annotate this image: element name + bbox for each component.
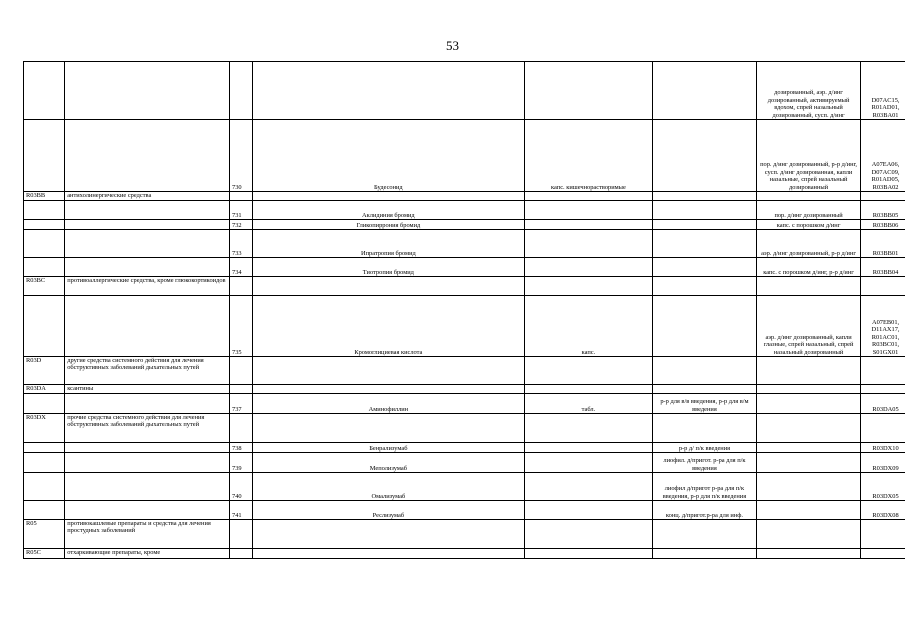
- group-name-cell: [65, 220, 230, 230]
- dosage-form-oral-cell: [524, 453, 652, 473]
- atc-codes-cell: [861, 357, 905, 385]
- atc-group-code-cell: [24, 192, 65, 201]
- atc-group-code: R03DA: [26, 385, 46, 392]
- group-name: прочие средства системного действия для лечения обструктивных заболеваний дыхательных путей: [67, 414, 205, 429]
- group-name-cell: [65, 520, 230, 549]
- dosage-form-oral-cell: [524, 296, 652, 357]
- dosage-form-other-cell: [757, 394, 861, 414]
- group-name: противоаллергические средства, кроме глюкокортикоидов: [67, 277, 226, 284]
- group-name-cell: [65, 394, 230, 414]
- dosage-form-oral-cell: [524, 230, 652, 258]
- atc-codes-cell: [861, 501, 905, 520]
- group-name-cell: [65, 296, 230, 357]
- drug-name-cell: [252, 220, 524, 230]
- table-row: [24, 230, 905, 258]
- atc-group-code-cell: [24, 414, 65, 443]
- row-number: 740: [232, 492, 242, 500]
- row-number: 732: [232, 221, 242, 229]
- dosage-form-other-cell: [757, 230, 861, 258]
- group-name-cell: [65, 258, 230, 277]
- drug-name: Омализумаб: [371, 492, 406, 500]
- dosage-form-oral-cell: [524, 443, 652, 453]
- dosage-form-injection-cell: [652, 120, 756, 192]
- atc-group-code-cell: [24, 501, 65, 520]
- atc-codes-cell: [861, 120, 905, 192]
- atc-codes: R03BB04: [872, 268, 899, 276]
- atc-codes-cell: [861, 394, 905, 414]
- atc-codes: R03BB06: [872, 221, 899, 229]
- row-number: 741: [232, 511, 242, 519]
- group-name-cell: [65, 277, 230, 296]
- dosage-form-injection-cell: [652, 357, 756, 385]
- atc-codes-cell: [861, 230, 905, 258]
- atc-codes-cell: [861, 277, 905, 296]
- row-number-cell: [230, 394, 253, 414]
- atc-codes: A07EA06, D07AC09, R01AD05, R03BA02: [871, 161, 900, 191]
- atc-group-code: R03D: [26, 357, 42, 364]
- row-number-cell: [230, 443, 253, 453]
- table-row: [24, 62, 905, 120]
- dosage-form-oral-cell: [524, 385, 652, 394]
- dosage-form-other-cell: [757, 549, 861, 559]
- table-row: [24, 473, 905, 501]
- dosage-form-other-cell: [757, 357, 861, 385]
- table-row: [24, 258, 905, 277]
- dosage-form-other: аэр. д/инг дозированный, р-р д/инг: [761, 249, 857, 257]
- drug-name: Будесонид: [374, 183, 403, 191]
- row-number: 739: [232, 464, 242, 472]
- row-number: 733: [232, 249, 242, 257]
- dosage-form-oral-cell: [524, 192, 652, 201]
- dosage-form-injection: лиофил д/пригот р-ра для п/к введения, р-р для п/к введения: [662, 485, 747, 500]
- atc-group-code-cell: [24, 385, 65, 394]
- page-number: 53: [446, 38, 459, 53]
- dosage-form-oral-cell: [524, 62, 652, 120]
- dosage-form-other-cell: [757, 120, 861, 192]
- dosage-form-injection: лиофил. д/пригот. р-ра для п/к введения: [663, 457, 746, 472]
- dosage-form-injection-cell: [652, 520, 756, 549]
- dosage-form-injection-cell: [652, 230, 756, 258]
- dosage-form-oral-cell: [524, 473, 652, 501]
- group-name-cell: [65, 357, 230, 385]
- table-row: [24, 277, 905, 296]
- drug-name-cell: [252, 394, 524, 414]
- drug-name-cell: [252, 120, 524, 192]
- atc-codes: R03DX08: [872, 511, 899, 519]
- dosage-form-injection-cell: [652, 453, 756, 473]
- dosage-form-injection-cell: [652, 258, 756, 277]
- dosage-form-other-cell: [757, 385, 861, 394]
- drug-name: Меполизумаб: [369, 464, 407, 472]
- dosage-form-other-cell: [757, 520, 861, 549]
- atc-group-code-cell: [24, 357, 65, 385]
- atc-codes: D07AC15, R01AD01, R03BA01: [871, 96, 900, 119]
- row-number-cell: [230, 296, 253, 357]
- table-row: [24, 443, 905, 453]
- atc-group-code-cell: [24, 443, 65, 453]
- group-name: ксантины: [67, 385, 94, 392]
- group-name-cell: [65, 230, 230, 258]
- atc-group-code: R03BC: [26, 277, 46, 284]
- drug-name-cell: [252, 385, 524, 394]
- dosage-form-other-cell: [757, 62, 861, 120]
- table-row: [24, 501, 905, 520]
- drug-name-cell: [252, 192, 524, 201]
- atc-codes-cell: [861, 520, 905, 549]
- dosage-form-oral-cell: [524, 277, 652, 296]
- atc-group-code-cell: [24, 277, 65, 296]
- group-name-cell: [65, 62, 230, 120]
- dosage-form-other: пор. д/инг дозированный: [774, 211, 843, 219]
- dosage-form-oral-cell: [524, 357, 652, 385]
- group-name-cell: [65, 201, 230, 220]
- dosage-form-other: капс. с порошком д/инг: [776, 221, 841, 229]
- row-number-cell: [230, 453, 253, 473]
- drug-name: Бенрализумаб: [369, 444, 408, 452]
- atc-codes-cell: [861, 201, 905, 220]
- dosage-form-oral-cell: [524, 520, 652, 549]
- atc-group-code: R03DX: [26, 414, 46, 421]
- drug-name-cell: [252, 357, 524, 385]
- dosage-form-oral: капс. кишечнорастворимые: [551, 183, 626, 191]
- group-name: противокашлевые препараты и средства для лечения простудных заболеваний: [67, 520, 211, 535]
- row-number-cell: [230, 473, 253, 501]
- table-row: [24, 201, 905, 220]
- drug-name-cell: [252, 230, 524, 258]
- row-number-cell: [230, 414, 253, 443]
- atc-codes: R03BB01: [872, 249, 899, 257]
- table-row: [24, 549, 905, 559]
- atc-codes: R03BB05: [872, 211, 899, 219]
- atc-codes: R03DX10: [872, 444, 899, 452]
- dosage-form-injection-cell: [652, 201, 756, 220]
- row-number-cell: [230, 277, 253, 296]
- atc-group-code: R05C: [26, 549, 41, 556]
- atc-codes-cell: [861, 443, 905, 453]
- dosage-form-other-cell: [757, 258, 861, 277]
- atc-group-code-cell: [24, 394, 65, 414]
- dosage-form-oral: табл.: [581, 405, 596, 413]
- dosage-form-other-cell: [757, 201, 861, 220]
- dosage-form-injection-cell: [652, 414, 756, 443]
- dosage-form-oral-cell: [524, 220, 652, 230]
- dosage-form-oral-cell: [524, 201, 652, 220]
- row-number: 735: [232, 348, 242, 356]
- group-name: антихолинергические средства: [67, 192, 152, 199]
- drug-name: Аминофиллин: [368, 405, 409, 413]
- drug-name-cell: [252, 414, 524, 443]
- atc-codes-cell: [861, 453, 905, 473]
- dosage-form-other-cell: [757, 277, 861, 296]
- atc-group-code-cell: [24, 220, 65, 230]
- dosage-form-injection-cell: [652, 62, 756, 120]
- group-name-cell: [65, 549, 230, 559]
- atc-codes-cell: [861, 258, 905, 277]
- atc-codes-cell: [861, 220, 905, 230]
- group-name-cell: [65, 192, 230, 201]
- table-row: [24, 414, 905, 443]
- table-row: [24, 453, 905, 473]
- table-row: [24, 385, 905, 394]
- group-name-cell: [65, 453, 230, 473]
- row-number-cell: [230, 230, 253, 258]
- drug-name-cell: [252, 549, 524, 559]
- drug-name-cell: [252, 296, 524, 357]
- atc-codes-cell: [861, 62, 905, 120]
- table-row: [24, 520, 905, 549]
- dosage-form-oral-cell: [524, 120, 652, 192]
- drug-name-cell: [252, 443, 524, 453]
- row-number-cell: [230, 62, 253, 120]
- dosage-form-other: дозированный, аэр. д/инг дозированный, активируемый вдохом, спрей назальный дозированный, сусп. д/инг: [767, 89, 850, 119]
- atc-group-code-cell: [24, 62, 65, 120]
- dosage-form-other: пор. д/инг дозированный, р-р д/инг, сусп. д/инг дозированная, капли назальные, спрей назальный дозированный: [760, 161, 857, 191]
- dosage-form-oral-cell: [524, 394, 652, 414]
- row-number-cell: [230, 501, 253, 520]
- group-name-cell: [65, 414, 230, 443]
- row-number: 730: [232, 183, 242, 191]
- row-number-cell: [230, 385, 253, 394]
- dosage-form-oral-cell: [524, 501, 652, 520]
- dosage-form-other-cell: [757, 414, 861, 443]
- atc-codes-cell: [861, 385, 905, 394]
- dosage-form-other-cell: [757, 220, 861, 230]
- atc-group-code-cell: [24, 453, 65, 473]
- dosage-form-injection-cell: [652, 296, 756, 357]
- dosage-form-oral: капс.: [581, 348, 596, 356]
- atc-group-code-cell: [24, 201, 65, 220]
- row-number-cell: [230, 520, 253, 549]
- row-number: 731: [232, 211, 242, 219]
- row-number: 738: [232, 444, 242, 452]
- dosage-form-other-cell: [757, 501, 861, 520]
- group-name-cell: [65, 501, 230, 520]
- dosage-form-oral-cell: [524, 258, 652, 277]
- group-name-cell: [65, 120, 230, 192]
- atc-codes-cell: [861, 414, 905, 443]
- dosage-form-injection-cell: [652, 473, 756, 501]
- row-number-cell: [230, 258, 253, 277]
- atc-group-code-cell: [24, 520, 65, 549]
- drug-name-cell: [252, 62, 524, 120]
- dosage-form-injection-cell: [652, 220, 756, 230]
- drug-name-cell: [252, 520, 524, 549]
- dosage-form-other-cell: [757, 473, 861, 501]
- atc-group-code-cell: [24, 296, 65, 357]
- dosage-form-other: капс. с порошком д/инг, р-р д/инг: [763, 268, 854, 276]
- group-name-cell: [65, 443, 230, 453]
- row-number-cell: [230, 220, 253, 230]
- row-number-cell: [230, 192, 253, 201]
- dosage-form-injection-cell: [652, 385, 756, 394]
- atc-group-code: R03BB: [26, 192, 46, 199]
- dosage-form-injection-cell: [652, 192, 756, 201]
- table-row: [24, 192, 905, 201]
- drug-name-cell: [252, 501, 524, 520]
- drug-name: Реслизумаб: [372, 511, 405, 519]
- table-row: [24, 120, 905, 192]
- drug-name-cell: [252, 201, 524, 220]
- atc-codes: R03DX05: [872, 492, 899, 500]
- dosage-form-injection-cell: [652, 394, 756, 414]
- row-number-cell: [230, 201, 253, 220]
- dosage-form-other-cell: [757, 453, 861, 473]
- row-number-cell: [230, 357, 253, 385]
- dosage-form-injection-cell: [652, 501, 756, 520]
- atc-codes-cell: [861, 473, 905, 501]
- dosage-form-injection: р-р д/ п/к введения: [678, 444, 731, 452]
- table-row: [24, 394, 905, 414]
- drug-name: Гликопиррония бромид: [356, 221, 421, 229]
- atc-codes: R03DA05: [872, 405, 899, 413]
- dosage-form-other-cell: [757, 296, 861, 357]
- drug-name: Аклидиния бромид: [362, 211, 415, 219]
- group-name-cell: [65, 473, 230, 501]
- group-name: отхаркивающие препараты, кроме: [67, 549, 161, 556]
- atc-group-code-cell: [24, 120, 65, 192]
- row-number-cell: [230, 549, 253, 559]
- atc-group-code-cell: [24, 258, 65, 277]
- dosage-form-other-cell: [757, 192, 861, 201]
- dosage-form-other-cell: [757, 443, 861, 453]
- group-name: другие средства системного действия для лечения обструктивных заболеваний дыхательных путей: [67, 357, 204, 372]
- dosage-form-injection: р-р для в/в введения, р-р для в/м введения: [660, 398, 749, 413]
- drug-name-cell: [252, 473, 524, 501]
- dosage-form-injection-cell: [652, 277, 756, 296]
- atc-codes-cell: [861, 192, 905, 201]
- dosage-form-injection: конц. д/пригот.р-ра для инф.: [665, 511, 743, 519]
- table-row: [24, 220, 905, 230]
- table-row: [24, 296, 905, 357]
- dosage-form-oral-cell: [524, 414, 652, 443]
- drug-name-cell: [252, 453, 524, 473]
- drug-name-cell: [252, 258, 524, 277]
- drug-table: [23, 61, 905, 559]
- dosage-form-other: аэр. д/инг дозированный, капли глазные, спрей назальный, спрей назальный дозированный: [763, 333, 854, 356]
- atc-group-code-cell: [24, 230, 65, 258]
- drug-name: Ипратропия бромид: [360, 249, 416, 257]
- atc-codes: R03DX09: [872, 464, 899, 472]
- dosage-form-injection-cell: [652, 549, 756, 559]
- drug-name: Тиотропия бромид: [362, 268, 414, 276]
- atc-group-code-cell: [24, 549, 65, 559]
- table-row: [24, 357, 905, 385]
- drug-name-cell: [252, 277, 524, 296]
- row-number: 734: [232, 268, 242, 276]
- row-number: 737: [232, 405, 242, 413]
- atc-codes: A07EB01, D11AX17, R01AC01, R03BC01, S01GX01: [871, 318, 900, 356]
- dosage-form-injection-cell: [652, 443, 756, 453]
- atc-group-code: R05: [26, 520, 37, 527]
- group-name-cell: [65, 385, 230, 394]
- atc-group-code-cell: [24, 473, 65, 501]
- atc-codes-cell: [861, 549, 905, 559]
- row-number-cell: [230, 120, 253, 192]
- atc-codes-cell: [861, 296, 905, 357]
- dosage-form-oral-cell: [524, 549, 652, 559]
- drug-name: Кромоглициевая кислота: [354, 348, 423, 356]
